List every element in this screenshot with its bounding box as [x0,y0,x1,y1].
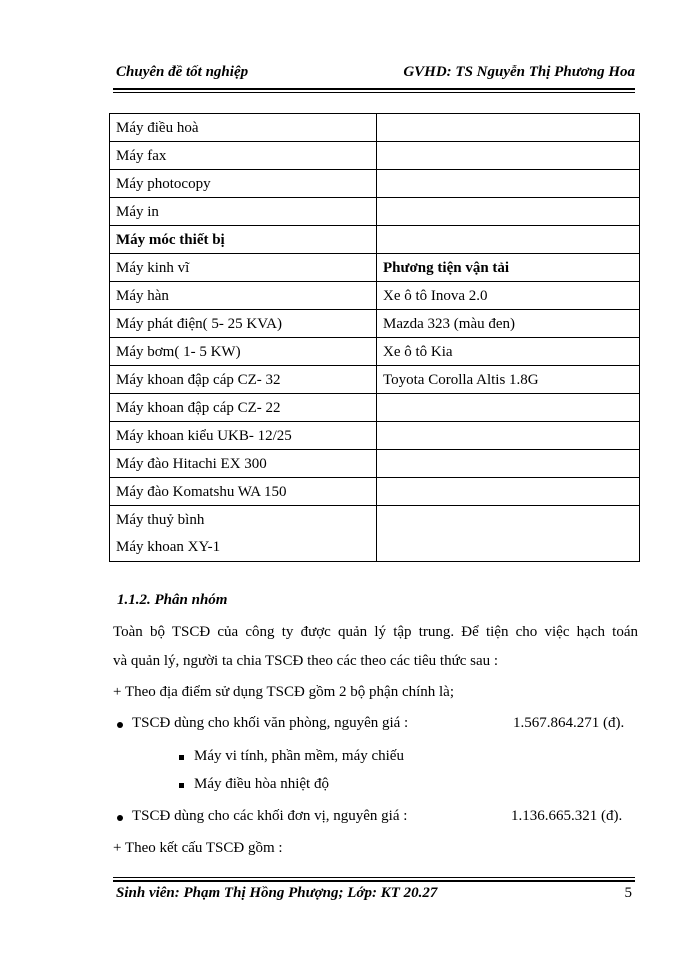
table-cell [377,114,640,142]
table-cell: Máy bơm( 1- 5 KW) [110,338,377,366]
table-row [110,338,640,366]
table-cell: Máy in [110,198,377,226]
page-header [113,64,635,86]
table-row [110,310,640,338]
table-cell [377,226,640,254]
square-bullet-icon [179,783,184,788]
table-cell: Máy khoan kiểu UKB- 12/25 [110,422,377,450]
table-row [110,226,640,254]
table-row [110,506,640,562]
bullet-dot-icon [117,722,123,728]
header-rule-thick [113,88,635,90]
table-row [110,254,640,282]
asset-table [109,113,640,562]
table-cell: Máy đào Hitachi EX 300 [110,450,377,478]
table-cell: Máy phát điện( 5- 25 KVA) [110,310,377,338]
table-cell [377,422,640,450]
paragraph-line: Toàn bộ TSCĐ của công ty được quản lý tập trung. Để tiện cho việc hạch toán [113,624,638,640]
table-cell: Máy điều hoà [110,114,377,142]
table-cell: Máy khoan đập cáp CZ- 32 [110,366,377,394]
table-cell [377,198,640,226]
table-row [110,142,640,170]
table-group-heading: Máy móc thiết bị [110,226,377,254]
table-row [110,366,640,394]
paragraph-line: và quản lý, người ta chia TSCĐ theo các theo các tiêu thức sau : [113,653,499,669]
header-advisor: GVHD: TS Nguyễn Thị Phương Hoa [403,64,635,80]
table-group-heading: Phương tiện vận tải [377,254,640,282]
table-row [110,450,640,478]
footer-student: Sinh viên: Phạm Thị Hồng Phượng; Lớp: KT 20.27 [116,885,438,901]
bullet-value: 1.567.864.271 (đ). [513,715,625,731]
table-cell: Xe ô tô Kia [377,338,640,366]
square-bullet-icon [179,755,184,760]
table-cell [377,394,640,422]
table-cell: Toyota Corolla Altis 1.8G [377,366,640,394]
page-footer [113,885,635,905]
paragraph-line: + Theo kết cấu TSCĐ gồm : [113,840,283,856]
sub-bullet-text: Máy điều hòa nhiệt độ [194,776,329,792]
table-cell-multiline [110,506,377,562]
bullet-text: TSCĐ dùng cho khối văn phòng, nguyên giá : [132,715,409,731]
table-cell: Máy fax [110,142,377,170]
section-title: 1.1.2. Phân nhóm [117,592,228,608]
table-cell: Máy kinh vĩ [110,254,377,282]
table-cell: Máy photocopy [110,170,377,198]
table-cell-line: Máy khoan XY-1 [116,538,221,555]
table-cell [377,142,640,170]
table-cell: Máy hàn [110,282,377,310]
page-number: 5 [624,885,632,901]
table-cell [377,506,640,562]
table-row [110,478,640,506]
bullet-text: TSCĐ dùng cho các khối đơn vị, nguyên giá : [132,808,408,824]
table-cell: Máy khoan đập cáp CZ- 22 [110,394,377,422]
paragraph-line: + Theo địa điểm sử dụng TSCĐ gồm 2 bộ phận chính là; [113,684,455,700]
table-cell: Xe ô tô Inova 2.0 [377,282,640,310]
table-row [110,282,640,310]
table-cell: Máy đào Komatshu WA 150 [110,478,377,506]
bullet-value: 1.136.665.321 (đ). [511,808,623,824]
table-cell: Mazda 323 (màu đen) [377,310,640,338]
table-row [110,114,640,142]
table-row [110,394,640,422]
footer-rule-thick [113,880,635,882]
header-title: Chuyên đề tốt nghiệp [116,64,249,80]
table-cell-line: Máy thuỷ bình [116,511,205,528]
table-row [110,170,640,198]
header-rule-thin [113,92,635,93]
table-row [110,198,640,226]
table-cell [377,450,640,478]
footer-rule-thin [113,877,635,878]
table-row [110,422,640,450]
sub-bullet-text: Máy vi tính, phần mềm, máy chiếu [194,748,404,764]
bullet-dot-icon [117,815,123,821]
table-cell [377,478,640,506]
table-cell [377,170,640,198]
